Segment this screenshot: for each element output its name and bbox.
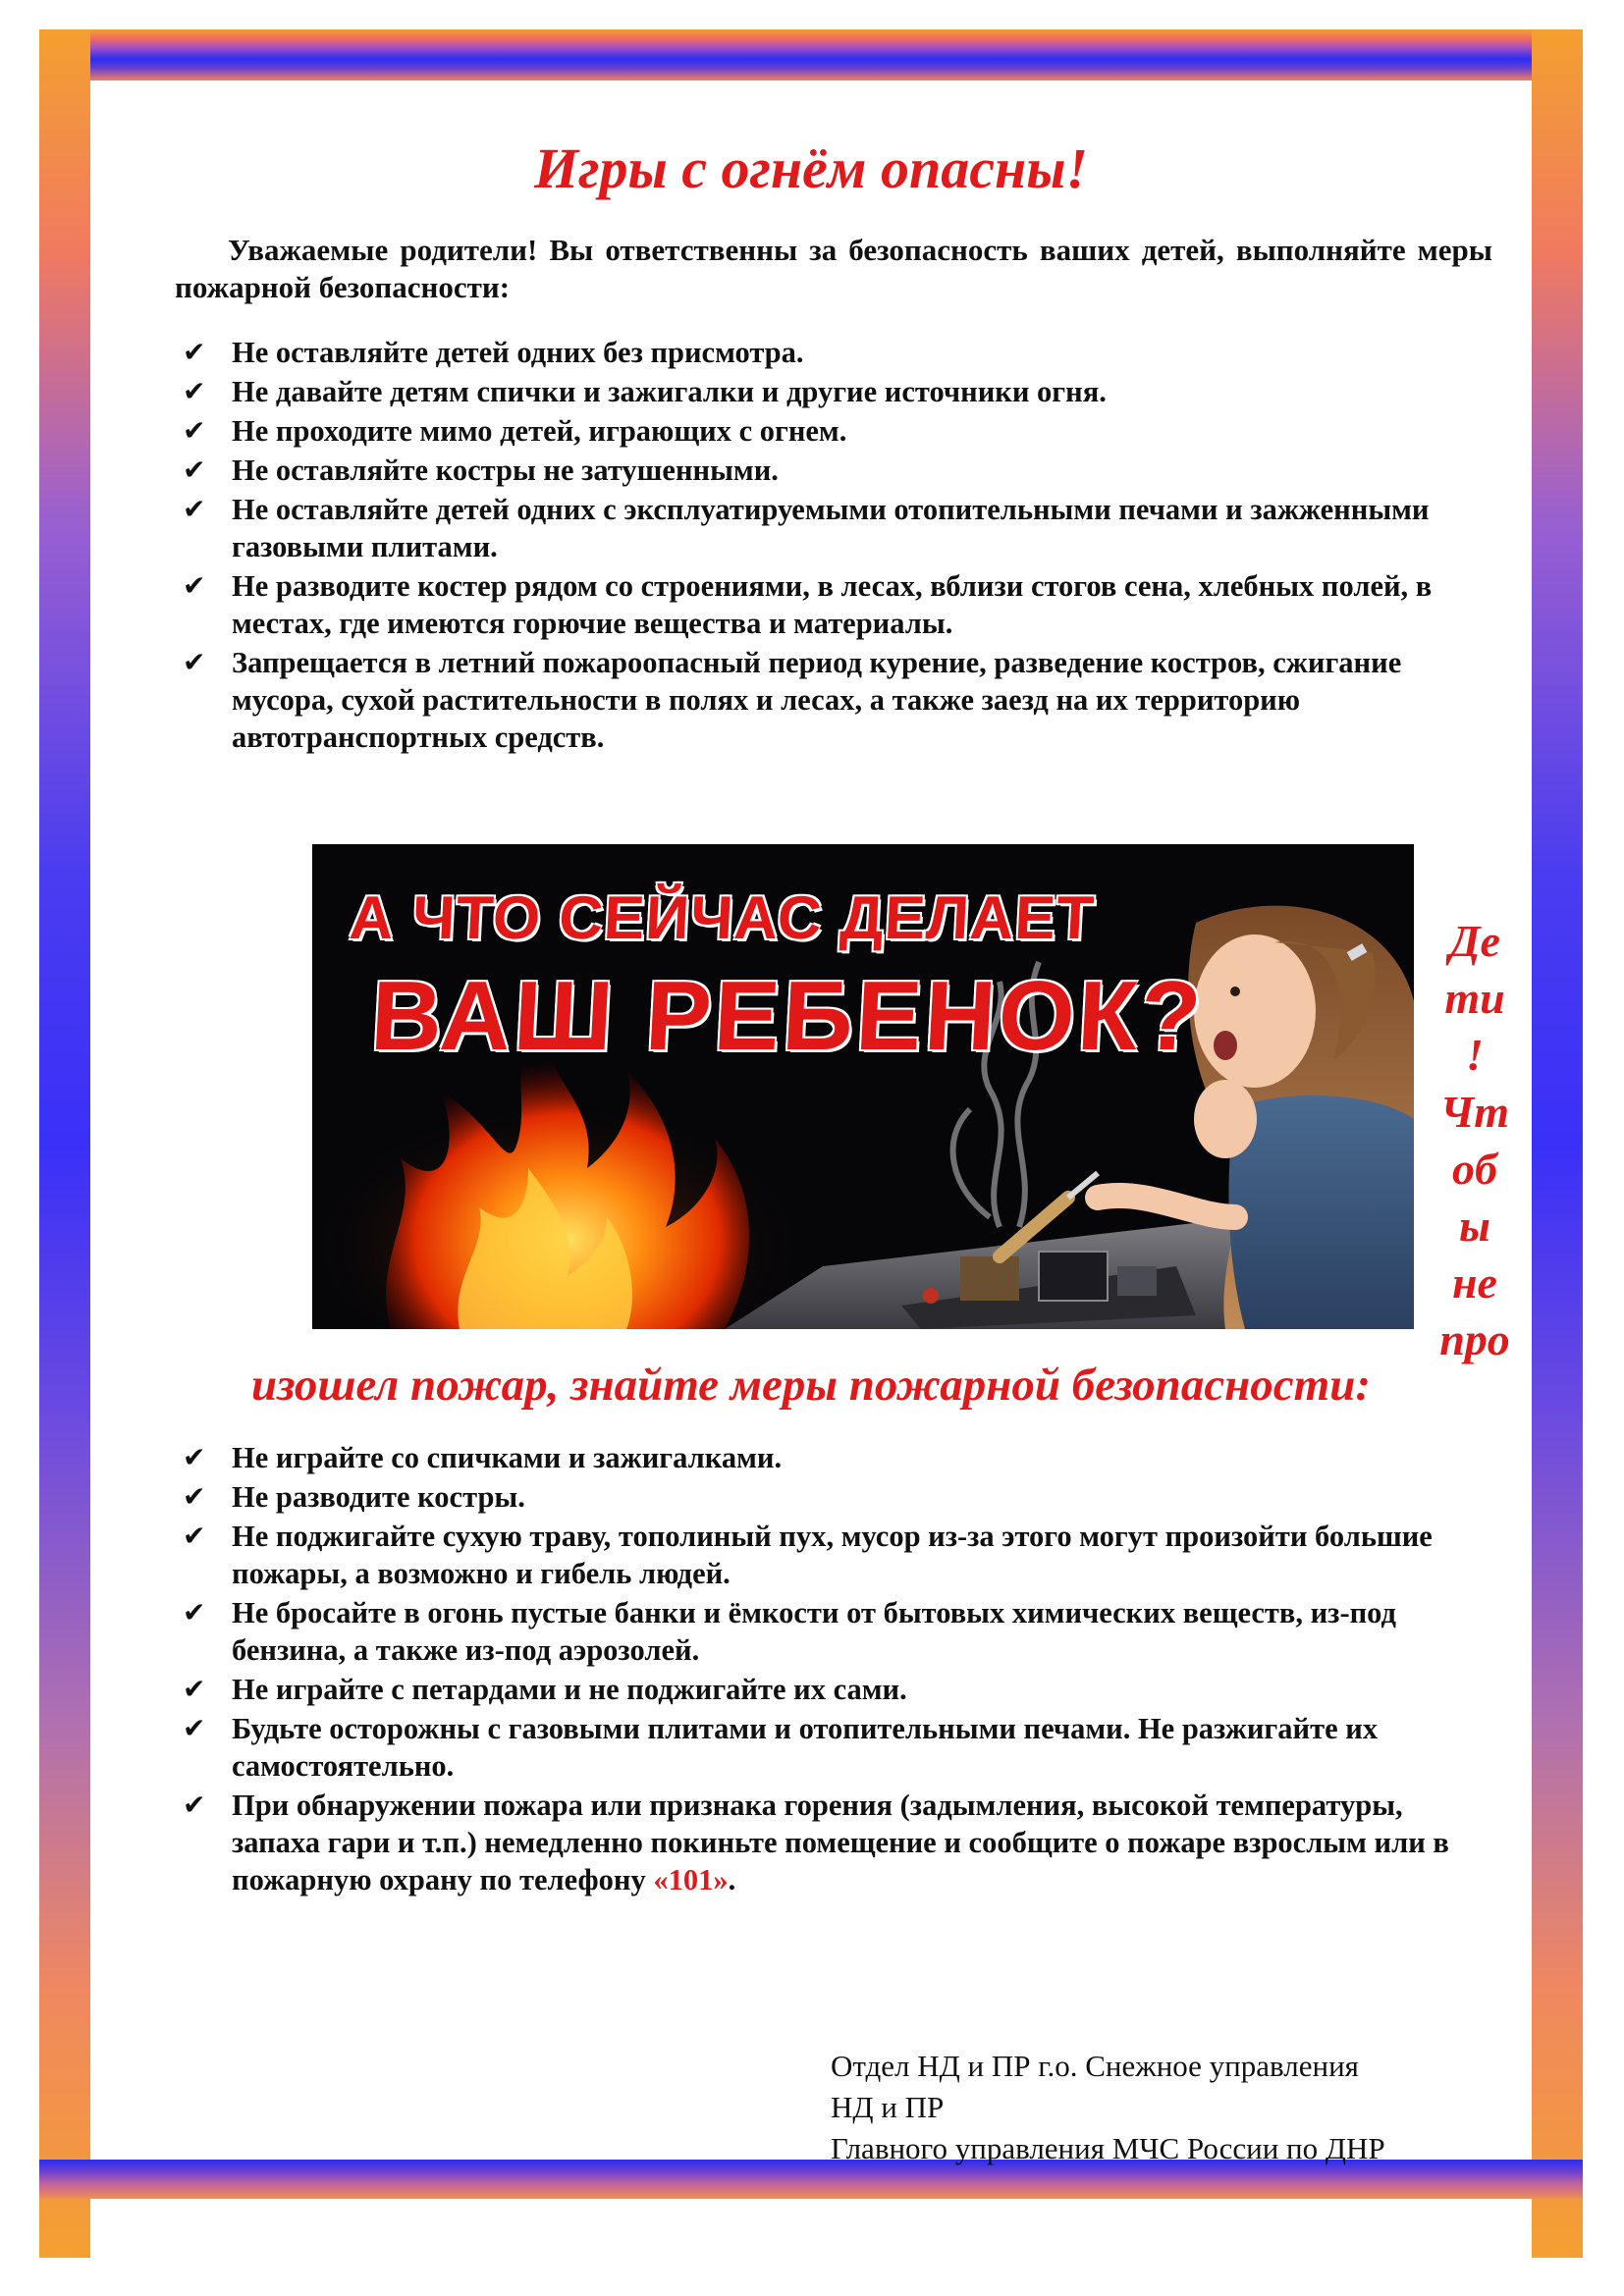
- side-text-fragment: !: [1466, 1030, 1484, 1080]
- list-item: ✔ Не давайте детям спички и зажигалки и другие источники огня.: [183, 375, 1107, 408]
- list-item: ✔ Не разводите костры.: [183, 1480, 525, 1514]
- list-item: ✔ Не оставляйте костры не затушенными.: [183, 454, 779, 487]
- signature-block: [831, 2046, 1518, 2169]
- side-text-fragment: ти: [1444, 973, 1505, 1023]
- checkmark-icon: ✔: [183, 493, 206, 525]
- page-title: Игры с огнём опасны!: [533, 136, 1089, 200]
- side-text-fragment: ы: [1459, 1201, 1490, 1251]
- side-text-fragment: Чт: [1439, 1087, 1510, 1137]
- signature-line: НД и ПР: [831, 2090, 945, 2124]
- checkmark-icon: ✔: [183, 336, 206, 368]
- fire-safety-poster-image: [312, 844, 1414, 1329]
- checkmark-icon: ✔: [183, 414, 206, 447]
- signature-line: Отдел НД и ПР г.о. Снежное управления: [831, 2049, 1359, 2083]
- list-item: ✔ Будьте осторожны с газовыми плитами и отопительными печами. Не разжигайте их самостоятельно.: [183, 1712, 1379, 1783]
- side-text-fragment: не: [1452, 1257, 1497, 1308]
- checkmark-icon: ✔: [183, 1712, 206, 1744]
- checkmark-icon: ✔: [183, 1480, 206, 1513]
- checkmark-icon: ✔: [183, 1520, 206, 1552]
- list-item: ✔ Не играйте с петардами и не поджигайте их сами.: [183, 1673, 907, 1706]
- parent-rules-list: [175, 334, 1495, 758]
- list-item: ✔ Не бросайте в огонь пустые банки и ёмкости от бытовых химических веществ, из-под бензина, а также из-под аэрозолей.: [183, 1596, 1396, 1667]
- list-item: ✔ При обнаружении пожара или признака горения (задымления, высокой температуры, запаха гари и т.п.) немедленно покиньте помещение и сообщите о пожаре взрослым или в пожарную охрану по телефону «101».: [183, 1789, 1449, 1896]
- checkmark-icon: ✔: [183, 375, 206, 407]
- checkmark-icon: ✔: [183, 646, 206, 678]
- side-vertical-text: [1426, 913, 1524, 1368]
- side-text-fragment: Де: [1449, 916, 1500, 966]
- list-item: ✔ Не поджигайте сухую траву, тополиный пух, мусор из-за этого могут произойти большие пожары, а возможно и гибель людей.: [183, 1520, 1433, 1590]
- poster-headline-line1: А ЧТО СЕЙЧАС ДЕЛАЕТ: [348, 884, 1097, 952]
- side-text-fragment: про: [1439, 1314, 1510, 1364]
- intro-paragraph: Уважаемые родители! Вы ответственны за безопасность ваших детей, выполняйте меры пожарной безопасности:: [175, 233, 1492, 304]
- signature-line: Главного управления МЧС России по ДНР: [831, 2131, 1385, 2165]
- checkmark-icon: ✔: [183, 454, 206, 486]
- child-rules-list: [175, 1439, 1495, 1900]
- poster-headline-line2: ВАШ РЕБЕНОК?: [368, 961, 1207, 1071]
- list-item: ✔ Не разводите костер рядом со строениями, в лесах, вблизи стогов сена, хлебных полей, в местах, где имеются горючие вещества и материалы.: [183, 569, 1433, 640]
- frame-right-border: [1532, 29, 1583, 2258]
- checkmark-icon: ✔: [183, 1596, 206, 1629]
- checkmark-icon: ✔: [183, 1441, 206, 1473]
- checkmark-icon: ✔: [183, 1673, 206, 1705]
- frame-top-border: [90, 29, 1532, 80]
- emergency-phone-number: «101»: [653, 1863, 729, 1896]
- list-item: ✔ Не проходите мимо детей, играющих с огнем.: [183, 414, 847, 448]
- list-item: ✔ Не играйте со спичками и зажигалками.: [183, 1441, 783, 1474]
- checkmark-icon: ✔: [183, 1789, 206, 1821]
- list-item: ✔ Не оставляйте детей одних с эксплуатируемыми отопительными печами и зажженными газовыми плитами.: [183, 493, 1430, 563]
- checkmark-icon: ✔: [183, 569, 206, 602]
- side-text-fragment: об: [1452, 1144, 1497, 1194]
- emergency-rule-text: При обнаружении пожара или признака горения (задымления, высокой температуры, запаха гари и т.п.) немедленно покиньте помещение и сообщите о пожаре взрослым или в пожарную охрану по телефону: [232, 1789, 1449, 1896]
- list-item: ✔ Не оставляйте детей одних без присмотра.: [183, 336, 804, 369]
- section-subtitle: изошел пожар, знайте меры пожарной безопасности:: [250, 1360, 1371, 1411]
- list-item: ✔ Запрещается в летний пожароопасный период курение, разведение костров, сжигание мусора, сухой растительности в полях и лесах, а также заезд на их территорию автотранспортных средств.: [183, 646, 1402, 754]
- frame-left-border: [39, 29, 90, 2258]
